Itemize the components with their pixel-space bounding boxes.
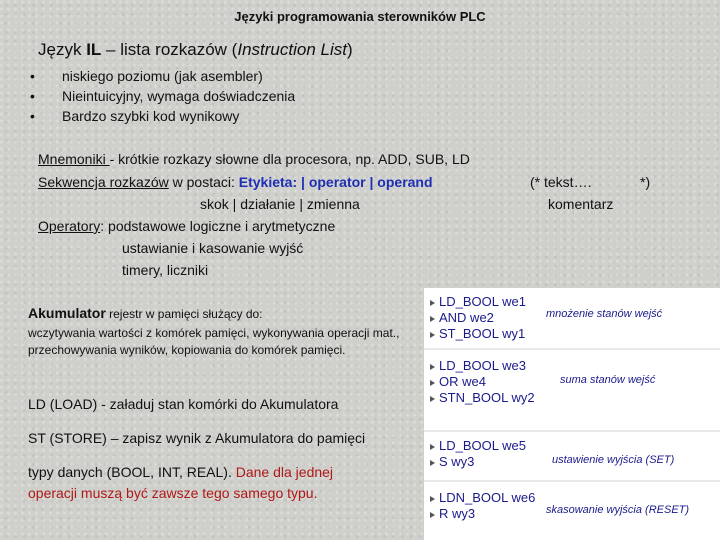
code-note: suma stanów wejść xyxy=(560,374,656,386)
code-note: ustawienie wyjścia (SET) xyxy=(552,454,675,466)
code-panel xyxy=(424,288,720,540)
akumulator-description: wczytywania wartości z komórek pamięci, wykonywania operacji mat., przechowywania wyników, kopiowania do komórek pamięci. xyxy=(28,326,400,357)
separator xyxy=(424,430,720,432)
feature-list xyxy=(30,66,295,126)
ld-line: LD (LOAD) - załaduj stan komórki do Akumulatora xyxy=(28,396,339,412)
separator xyxy=(424,480,720,482)
comment-close: *) xyxy=(640,174,651,190)
code-line: OR we4 xyxy=(430,374,486,389)
akumulator-title: Akumulator rejestr w pamięci służący do: xyxy=(28,305,263,321)
sekwencja-line: Sekwencja rozkazów w postaci: Etykieta: | operator | operand xyxy=(38,174,433,190)
operatory-line: Operatory: podstawowe logiczne i arytmetyczne xyxy=(38,218,336,234)
code-line: LD_BOOL we5 xyxy=(430,438,526,453)
list-item: • Bardzo szybki kod wynikowy xyxy=(30,106,295,126)
code-note: mnożenie stanów wejść xyxy=(546,308,663,320)
comment-syntax: (* tekst…. xyxy=(530,174,592,190)
st-line: ST (STORE) – zapisz wynik z Akumulatora do pamięci xyxy=(28,430,366,446)
sekwencja-line2: skok | działanie | zmienna xyxy=(200,196,360,212)
code-line: STN_BOOL wy2 xyxy=(430,390,535,405)
code-note: skasowanie wyjścia (RESET) xyxy=(546,504,690,516)
komentarz-label: komentarz xyxy=(548,196,614,212)
operatory-line2: ustawianie i kasowanie wyjść xyxy=(122,240,304,256)
list-item: • Nieintuicyjny, wymaga doświadczenia xyxy=(30,86,295,106)
types-line: typy danych (BOOL, INT, REAL). Dane dla jednej xyxy=(28,464,334,480)
code-line: S wy3 xyxy=(430,454,474,469)
separator xyxy=(424,348,720,350)
list-item: • niskiego poziomu (jak asembler) xyxy=(30,66,295,86)
code-line: LD_BOOL we1 xyxy=(430,294,526,309)
code-line: R wy3 xyxy=(430,506,475,521)
types-line2: operacji muszą być zawsze tego samego typu. xyxy=(28,485,318,501)
mnemoniki-line: Mnemoniki - krótkie rozkazy słowne dla procesora, np. ADD, SUB, LD xyxy=(38,151,470,167)
operatory-line3: timery, liczniki xyxy=(122,262,209,278)
code-line: LD_BOOL we3 xyxy=(430,358,526,373)
subtitle: Język IL – lista rozkazów (Instruction List) xyxy=(38,40,353,59)
code-line: ST_BOOL wy1 xyxy=(430,326,525,341)
page-title: Języki programowania sterowników PLC xyxy=(234,9,486,24)
code-line: LDN_BOOL we6 xyxy=(430,490,535,505)
code-line: AND we2 xyxy=(430,310,494,325)
